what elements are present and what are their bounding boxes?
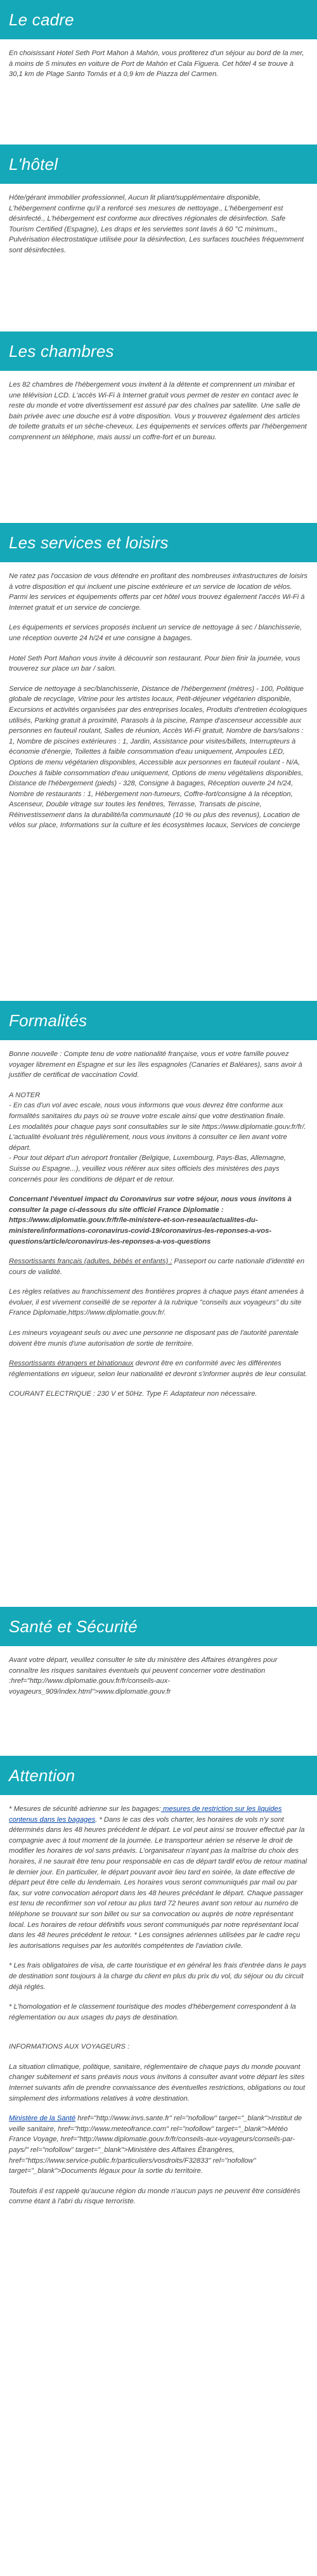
section-content [0,1646,317,1756]
section-sante [0,1607,317,1756]
notes-block [9,1090,308,1185]
section-services [0,523,317,1001]
section-content [0,371,317,523]
paragraph: Hôte/gérant immobilier professionnel, Aucun lit pliant/supplémentaire disponible, L'hébergement confirme qu'il a renforcé ses mesures de nettoyage., L'hébergement est désinfecté., L'hébergement est conforme aux directives régionales de désinfection. Safe Tourism Certified (Espagne), Les draps et les serviettes sont lavés à 60 °C minimum., Pulvérisation électrostatique utilisée pour la désinfection, Les surfaces touchées fréquemment sont désinfectées. [9,194,304,254]
note-line: - Pour tout départ d'un aéroport frontalier (Belgique, Luxembourg, Pays-Bas, Allemagne, Suisse ou Espagne...), veuillez vous référer aux sites officiels des ministères des pays concernés pour les conditions de départ et de retour. [9,1154,287,1183]
paragraph: Les règles relatives au franchissement des frontières propres à chaque pays étant amenées à évoluer, il est vivement conseillé de se reporter à la rubrique "conseils aux voyageurs" du site France Diplomatie,https://www.diplomatie.gouv.fr/. [9,1288,304,1317]
links-text: href="http://www.invs.sante.fr" rel="nofollow" target="_blank">Institut de veille sanitaire, href="http://www.meteofrance.com" rel="nofollow" target="_blank">Météo France Voyage, href="http://www.diplomatie.gouv.fr/fr/conseils-aux-voyageurs/conseils-par-pays/" rel="nofollow" target="_blank">Ministère des Affaires Étrangères, href="https://www.service-public.fr/particuliers/vosdroits/F32833" rel="nofollow" target="_blank">Documents légaux pour la sortie du territoire. [9,2115,302,2175]
foreign-nationals-label: Ressortissants étrangers et binationaux [9,1360,134,1368]
section-banner [0,0,317,39]
section-banner [0,1001,317,1040]
paragraph: Les mineurs voyageant seuls ou avec une personne ne disposant pas de l'autorité parentale doivent être munis d'une autorisation de sortie de territoire. [9,1329,299,1348]
paragraph [9,1358,308,1379]
note-line: - En cas d'un vol avec escale, nous vous informons que vous devrez être conforme aux formalités sanitaires du pays où se trouve votre escale ainsi que votre destination finale. [9,1102,285,1120]
section-banner [0,1607,317,1646]
paragraph: * Les frais obligatoires de visa, de carte touristique et en général les frais d'entrée dans le pays de destination sont toujours à la charge du client en plus du prix du vol, du séjour ou du circuit déjà réglés. [9,1962,307,1991]
section-content [0,184,317,332]
section-title: Les chambres [9,341,114,361]
paragraph: Avant votre départ, veuillez consulter le site du ministère des Affaires étrangères pour connaître les risques sanitaires éventuels qui peuvent concerner votre destination :href="http://www.diplomatie.gouv.fr/fr/conseils-aux-voyageurs_909/index.html">www.diplomatie.gouv.fr [9,1656,278,1696]
note-line: Les modalités pour chaque pays sont consultables sur le site https://www.diplomatie.gouv.fr/fr/. L'actualité évoluant très régulièrement, nous vous invitons à consulter ce lien avant votre départ. [9,1123,306,1152]
section-banner [0,523,317,562]
paragraph: En choisissant Hotel Seth Port Mahon à Mahón, vous profiterez d'un séjour au bord de la mer, à moins de 5 minutes en voiture de Port de Mahón et Cala Figuera. Cet hôtel 4 se trouve à 30,1 km de Plage Santo Tomás et à 0,9 km de Piazza del Carmen. [9,49,304,79]
section-content [0,1040,317,1607]
paragraph [9,1256,308,1277]
paragraph: Ne ratez pas l'occasion de vous détendre en profitant des nombreuses infrastructures de loisirs à votre disposition et qui incluent une piscine extérieure et un service de location de vélos. Parmi les services et équipements offerts par cet hôtel vous trouvez également l'accès Wi-Fi à Internet gratuit et un service de concierge. [9,572,308,612]
paragraph: Bonne nouvelle : Compte tenu de votre nationalité française, vous et votre famille pouvez voyager librement en Espagne et sur les îles espagnoles (Canaries et Baléares), sans avoir à justifier de certificat de vaccination Covid. [9,1050,302,1079]
nationals-text: Passeport ou carte nationale d'identité en cours de validité. [9,1258,305,1276]
paragraph: Les 82 chambres de l'hébergement vous invitent à la détente et comprennent un minibar et une télévision LCD. L'accès Wi-Fi à Internet gratuit vous permet de rester en contact avec le reste du monde et votre divertissement est assuré par des chaînes par satellite. Une salle de bain privée avec une douche est à votre disposition. Vous y trouverez également des articles de toilette gratuits et un sèche-cheveux. Les équipements et services offerts par l'hébergement comprennent un téléphone, mais aussi un coffre-fort et un bureau. [9,381,307,441]
liquid-restrictions-link[interactable]: mesures de restriction sur les liquides contenus dans les bagages [9,1805,282,1824]
section-banner [0,1756,317,1795]
paragraph: Hotel Seth Port Mahon vous invite à découvrir son restaurant. Pour bien finir la journée, vous trouverez sur place un bar / salon. [9,654,301,673]
paragraph: * L'homologation et le classement touristique des modes d'hébergement correspondent à la réglementation ou aux usages du pays de destination. [9,2003,296,2021]
paragraph: Toutefois il est rappelé qu'aucune région du monde n'aucun pays ne peuvent être considérés comme étant à l'abri du risque terroriste. [9,2187,301,2206]
section-title: Le cadre [9,10,74,29]
nationals-label: Ressortissants français (adultes, bébés et enfants) : [9,1258,172,1266]
section-content [0,1795,317,2224]
paragraph [9,1804,308,1951]
section-title: Santé et Sécurité [9,1616,138,1636]
section-banner [0,332,317,371]
foreign-nationals-text: devront être en conformité avec les différentes réglementations en vigueur, selon leur nationalité et devront s'informer auprès de leur consulat. [9,1360,307,1378]
section-banner [0,145,317,184]
section-title: Les services et loisirs [9,532,169,552]
paragraph: La situation climatique, politique, sanitaire, réglementaire de chaque pays du monde pouvant changer subitement et sans préavis nous vous invitons à consulter avant votre départ les sites Internet suivants afin de prendre connaissance des éventuelles restrictions, obligations ou tout simplement des informations relatives à votre destination. [9,2063,306,2103]
section-chambres [0,332,317,523]
section-hotel [0,145,317,332]
section-content [0,39,317,145]
paragraph: COURANT ELECTRIQUE : 230 V et 50Hz. Type F. Adaptateur non nécessaire. [9,1390,257,1398]
section-title: Formalités [9,1010,87,1030]
paragraph: Les équipements et services proposés incluent un service de nettoyage à sec / blanchisserie, une réception ouverte 24 h/24 et une consigne à bagages. [9,624,302,642]
section-attention [0,1756,317,2224]
note-line: A NOTER [9,1091,41,1099]
travellers-heading: INFORMATIONS AUX VOYAGEURS : [9,2043,130,2051]
baggage-prefix: * Mesures de sécurité adrienne sur les bagages: [9,1805,162,1813]
health-ministry-link[interactable]: Ministère de la Santé [9,2115,76,2123]
paragraph: Service de nettoyage à sec/blanchisserie, Distance de l'hébergement (mètres) - 100, Politique globale de recyclage, Vitrine pour les artistes locaux, Petit-déjeuner végétarien disponible, Excursions et activités organisées par des entreprises locales, Produits d'entretien écologiques utilisés, Parking gratuit à proximité, Parasols à la piscine, Rampe d'ascenseur accessible aux personnes en fauteuil roulant, Salles de réunion, Accès Wi-Fi gratuit, Nombre de bars/salons : 1, Nombre de piscines extérieures : 1, Jardin, Assistance pour visites/billets, Interrupteurs à économie d'énergie, Toilettes à faible consommation d'eau uniquement, Ampoules LED, Options de menu végétarien disponibles, Accessible aux personnes en fauteuil roulant - N/A, Douches à faible consommation d'eau uniquement, Options de menu végétaliens disponibles, Distance de l'hébergement (pieds) - 328, Consigne à bagages, Réception ouverte 24 h/24, Nombre de restaurants : 1, Hébergement non-fumeurs, Coffre-fort/consigne à la réception, Ascenseur, Double vitrage sur toutes les fenêtres, Terrasse, Transats de piscine, Réinvestissement dans la durabilité/la communauté (10 % ou plus des revenus), Location de vélos sur place, Informations sur la culture et les écosystèmes locaux, Services de concierge [9,685,307,830]
covid-notice: Concernant l'éventuel impact du Coronavirus sur votre séjour, nous vous invitons à consulter la page ci-dessous du site officiel France Diplomatie : https://www.diplomatie.gouv.fr/fr/le-ministere-et-son-reseau/actualites-du-ministere/informations-coronavirus-covid-19/coronavirus-les-reponses-a-vos-questions/article/coronavirus-les-reponses-a-vos-questions [9,1195,292,1246]
section-title: L'hôtel [9,154,58,174]
flight-info-text: . * Dans le cas des vols charter, les horaires de vols n'y sont déterminés dans les 48 heures précédent le départ. Le vol peut ainsi se trouver effectué par la compagnie avec à tout moment de la journée. Le transporteur aérien se réserve le droit de modifier les horaires de vol sans préavis. L'organisateur n'ayant pas la maîtrise du choix des horaires, il ne saurait être tenu pour responsable en cas de départ tardif et/ou de retour matinal le dernier jour. En particulier, le départ pouvant avoir lieu tard en soirée, la date effective de départ peut être celle du lendemain. Les horaires vous seront communiqués par mail ou par fax, sur votre convocation aéroport dans les 48 heures précédant le départ. Chaque passager est tenu de reconfirmer son vol retour au plus tard 72 heures avant son retour au numéro de téléphone se trouvant sur son billet ou sur sa convocation ou auprès de notre représentant local. Les horaires de retour définitifs vous seront communiqués par notre représentant local dans les 48 heures précédent le retour. * Les consignes aériennes utilisées par le cadre reçu les autorisations requises par les autorités compétentes de l'aviation civile. [9,1815,307,1950]
section-cadre [0,0,317,145]
paragraph [9,2113,308,2177]
section-formalites [0,1001,317,1607]
section-content [0,562,317,1001]
section-title: Attention [9,1765,75,1785]
